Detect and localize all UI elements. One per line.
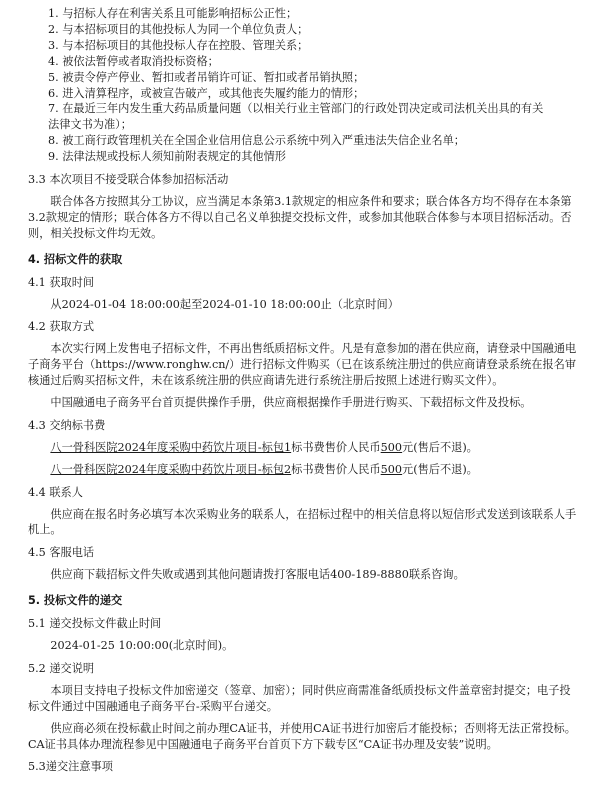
package-2-link[interactable]: 八一骨科医院2024年度采购中药饮片项目-标包2 — [50, 462, 292, 476]
list-item: 2. 与本招标项目的其他投标人为同一个单位负责人； — [48, 22, 309, 36]
section-3-3-title: 3.3 本次项目不接受联合体参加招标活动 — [28, 173, 229, 187]
section-4-5-text: 供应商下载招标文件失败或遇到其他问题请拨打客服电话400-189-8880联系咨询。 — [50, 568, 465, 582]
fee-suffix: 元(售后不退)。 — [402, 462, 478, 476]
package-1-link[interactable]: 八一骨科医院2024年度采购中药饮片项目-标包1 — [50, 440, 292, 454]
list-item: 1. 与招标人存在利害关系且可能影响招标公正性； — [48, 7, 298, 20]
list-item: 3. 与本招标项目的其他投标人存在控股、管理关系； — [48, 38, 309, 52]
fee-label: 标书费售价人民币 — [291, 440, 381, 454]
section-4-1-text: 从2024-01-04 18:00:00起至2024-01-10 18:00:00止（北京时间） — [50, 297, 399, 311]
section-4-2-text2: 中国融通电子商务平台首页提供操作手册，供应商根据操作手册进行购买、下载招标文件及投标。 — [50, 396, 532, 410]
section-5-2-text2: 供应商必须在投标截止时间之前办理CA证书，并使用CA证书进行加密后才能投标；否则将无法正常投标。CA证书具体办理流程参见中国融通电子商务平台首页下方下载专区“CA证书办理及安装”说明。 — [28, 721, 576, 751]
section-4-1-title: 4.1 获取时间 — [28, 275, 95, 289]
section-5-3-title: 5.3递交注意事项 — [28, 760, 113, 774]
fee-suffix: 元(售后不退)。 — [402, 440, 478, 454]
list-item: 7. 在最近三年内发生重大药品质量问题（以相关行业主管部门的行政处罚决定或司法机关出具的有关 — [48, 102, 544, 116]
fee-label: 标书费售价人民币 — [291, 462, 381, 476]
list-item: 6. 进入清算程序，或被宣告破产，或其他丧失履约能力的情形； — [48, 86, 365, 100]
list-item: 5. 被责令停产停业、暂扣或者吊销许可证、暂扣或者吊销执照； — [48, 70, 365, 84]
section-4-4-text: 供应商在报名时务必填写本次采购业务的联系人，在招标过程中的相关信息将以短信形式发送到该联系人手机上。 — [28, 507, 577, 537]
fee-line-package-2 — [28, 462, 581, 478]
section-4-5-title: 4.5 客服电话 — [28, 546, 95, 560]
fee-line-package-1 — [28, 440, 581, 456]
section-5-2-title: 5.2 递交说明 — [28, 661, 95, 675]
section-4-2-title: 4.2 获取方式 — [28, 320, 95, 334]
list-item: 9. 法律法规或投标人须知前附表规定的其他情形 — [48, 150, 286, 164]
section-3-3-text: 联合体各方按照其分工协议，应当满足本条第3.1款规定的相应条件和要求；联合体各方均不得存在本条第3.2款规定的情形；联合体各方不得以自己名义单独提交投标文件，或参加其他联合体参与本项目招标活动。否则，相关投标文件均无效。 — [28, 194, 572, 240]
section-4-2-text: 本次实行网上发售电子招标文件，不再出售纸质招标文件。凡是有意参加的潜在供应商，请登录中国融通电子商务平台（https://www.ronghw.cn/）进行招标文件购买（已在该系统注册过的供应商请登录系统在报名审核通过后购买招标文件，未在该系统注册的供应商请先进行系统注册后按照上述进行购买文件）。 — [28, 342, 577, 388]
section-5-1-text: 2024-01-25 10:00:00(北京时间)。 — [50, 639, 234, 652]
section-5-2-text: 本项目支持电子投标文件加密递交（签章、加密）；同时供应商需准备纸质投标文件盖章密封提交；电子投标文件通过中国融通电子商务平台-采购平台递交。 — [28, 683, 571, 713]
section-5-1-title: 5.1 递交投标文件截止时间 — [28, 617, 162, 631]
section-5-heading: 5. 投标文件的递交 — [28, 594, 123, 608]
section-4-heading: 4. 招标文件的获取 — [28, 252, 123, 266]
section-4-4-title: 4.4 联系人 — [28, 485, 83, 499]
section-4-3-title: 4.3 交纳标书费 — [28, 418, 106, 432]
list-item-continuation: 法律文书为准）； — [48, 118, 132, 132]
list-item: 4. 被依法暂停或者取消投标资格； — [48, 54, 219, 68]
fee-amount: 500 — [380, 440, 403, 454]
fee-amount: 500 — [380, 462, 403, 476]
list-item: 8. 被工商行政管理机关在全国企业信用信息公示系统中列入严重违法失信企业名单； — [48, 134, 465, 148]
disqualification-list — [28, 6, 581, 165]
